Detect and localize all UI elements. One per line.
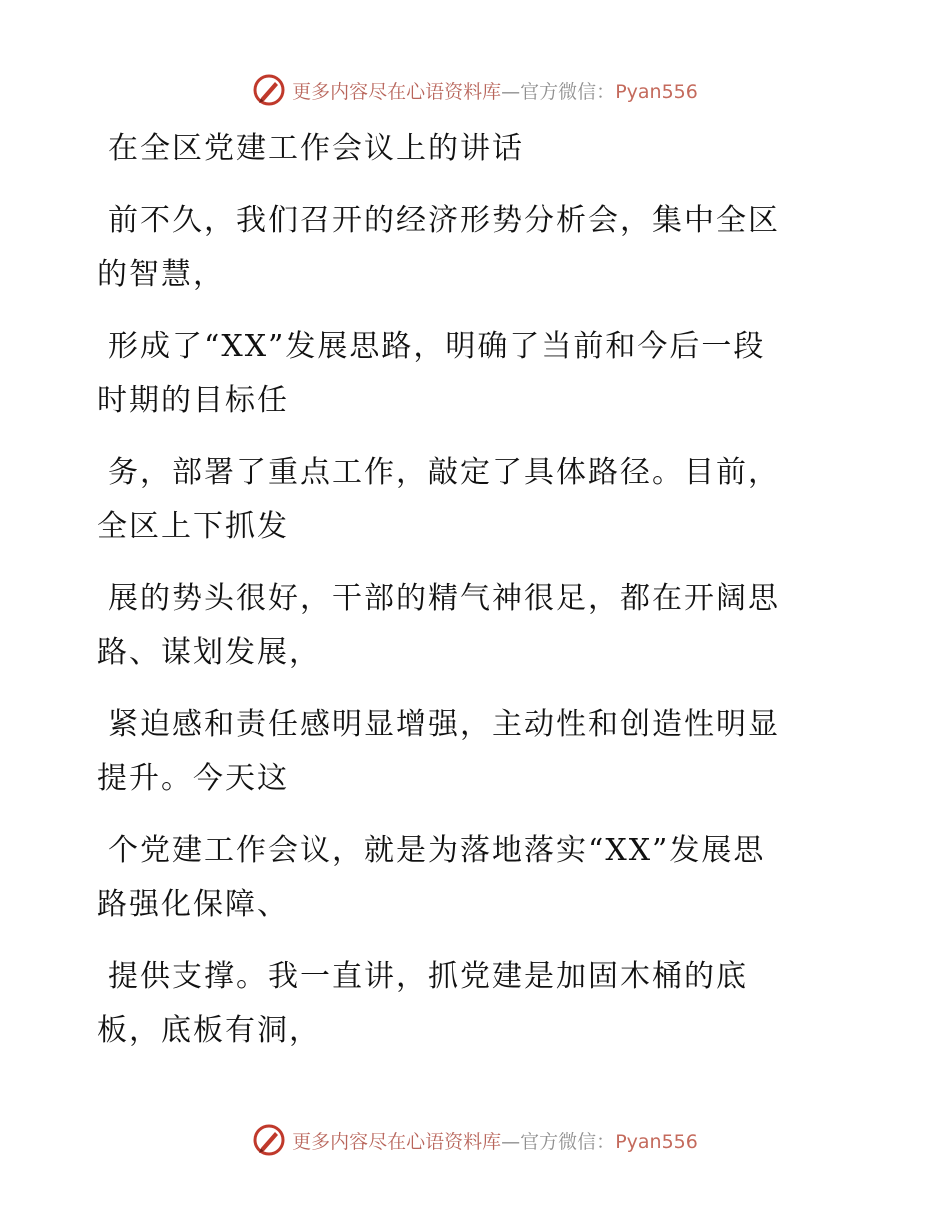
document-body — [97, 122, 832, 1058]
document-title: 在全区党建工作会议上的讲话 — [108, 131, 524, 166]
paragraph-line: 时期的目标任 — [97, 383, 289, 418]
paragraph-line: 板，底板有洞， — [97, 1013, 321, 1048]
watermark-separator: — — [501, 1130, 521, 1153]
watermark-wechat-label: 官方微信： — [520, 1130, 616, 1153]
pen-logo-icon — [252, 73, 286, 107]
footer-watermark-banner — [0, 1120, 950, 1160]
paragraph-line: 务，部署了重点工作，敲定了具体路径。目前， — [108, 455, 780, 490]
watermark-wechat-id: Pyan556 — [615, 80, 698, 103]
paragraph-line: 提供支撑。我一直讲，抓党建是加固木桶的底 — [108, 959, 748, 994]
watermark-wechat-id: Pyan556 — [615, 1130, 698, 1153]
paragraph-line: 形成了“XX”发展思路，明确了当前和今后一段 — [108, 329, 766, 364]
paragraph-line: 路强化保障、 — [97, 887, 289, 922]
paragraph-line: 路、谋划发展， — [97, 635, 321, 670]
watermark-text — [292, 77, 698, 104]
watermark-main: 更多内容尽在心语资料库 — [292, 1130, 502, 1153]
pen-logo-icon — [252, 1123, 286, 1157]
paragraph-line: 全区上下抓发 — [97, 509, 289, 544]
watermark-separator: — — [501, 80, 521, 103]
header-watermark-banner — [0, 70, 950, 110]
paragraph-line: 前不久，我们召开的经济形势分析会，集中全区 — [108, 203, 780, 238]
paragraph-line: 提升。今天这 — [97, 761, 289, 796]
paragraph-line: 个党建工作会议，就是为落地落实“XX”发展思 — [108, 833, 766, 868]
paragraph-line: 展的势头很好，干部的精气神很足，都在开阔思 — [108, 581, 780, 616]
paragraph-line: 紧迫感和责任感明显增强，主动性和创造性明显 — [108, 707, 780, 742]
paragraph-line: 的智慧， — [97, 257, 225, 292]
watermark-text — [292, 1127, 698, 1154]
watermark-wechat-label: 官方微信： — [520, 80, 616, 103]
watermark-main: 更多内容尽在心语资料库 — [292, 80, 502, 103]
